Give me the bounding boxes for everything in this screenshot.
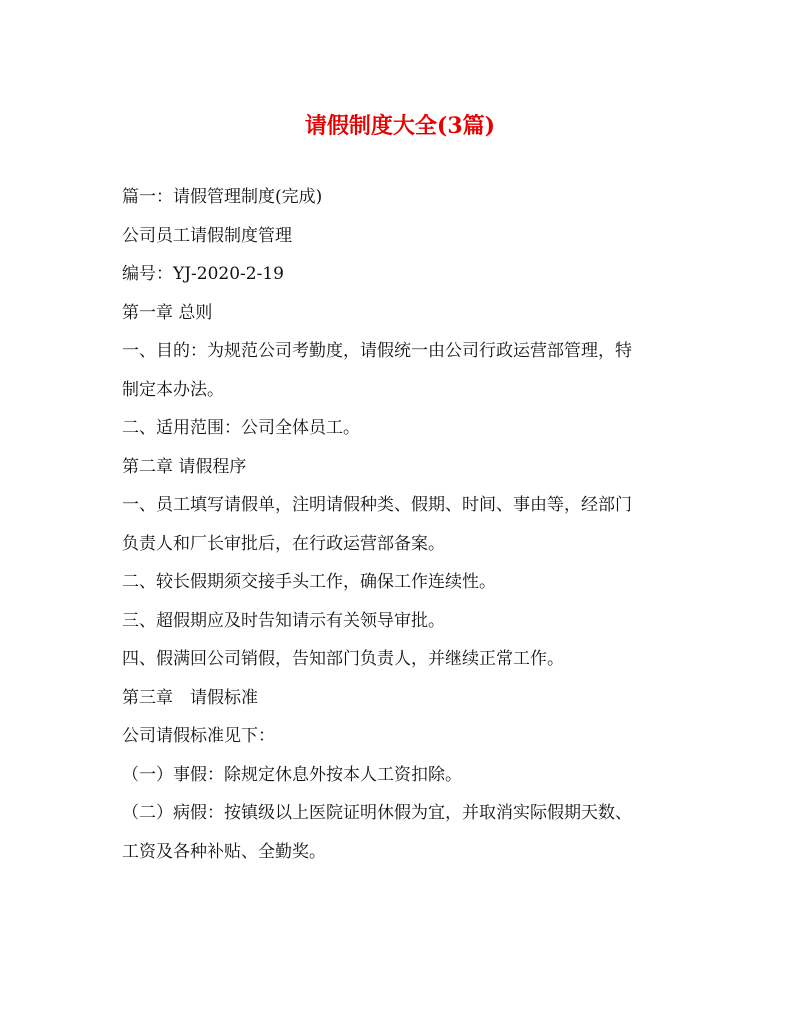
paragraph-line: 一、目的：为规范公司考勤度，请假统一由公司行政运营部管理，特	[122, 341, 632, 361]
chapter-heading-3: 第三章 请假标准	[122, 687, 258, 708]
paragraph-line: 四、假满回公司销假，告知部门负责人，并继续正常工作。	[122, 649, 564, 669]
paragraph-line: 一、员工填写请假单，注明请假种类、假期、时间、事由等，经部门	[122, 495, 632, 515]
paragraph-line: 制定本办法。	[122, 379, 224, 400]
document-number: 编号：YJ-2020-2-19	[122, 264, 284, 284]
document-title: 请假制度大全(3篇)	[304, 113, 496, 139]
paragraph-line: （一）事假：除规定休息外按本人工资扣除。	[122, 764, 462, 785]
paragraph-line: 负责人和厂长审批后，在行政运营部备案。	[122, 533, 445, 554]
chapter-heading-1: 第一章 总则	[122, 302, 213, 323]
paragraph-line: 二、较长假期须交接手头工作，确保工作连续性。	[122, 572, 496, 592]
document-body	[122, 178, 682, 871]
section-heading-part-one: 篇一：请假管理制度(完成)	[122, 187, 323, 207]
paragraph-line: （二）病假：按镇级以上医院证明休假为宜，并取消实际假期天数、	[122, 803, 632, 823]
chapter-heading-2: 第二章 请假程序	[122, 456, 247, 477]
paragraph-line: 工资及各种补贴、全勤奖。	[122, 841, 326, 862]
paragraph-line: 公司请假标准见下：	[122, 726, 275, 746]
subtitle-line: 公司员工请假制度管理	[122, 225, 292, 246]
paragraph-line: 二、适用范围：公司全体员工。	[122, 418, 360, 438]
paragraph-line: 三、超假期应及时告知请示有关领导审批。	[122, 610, 445, 631]
